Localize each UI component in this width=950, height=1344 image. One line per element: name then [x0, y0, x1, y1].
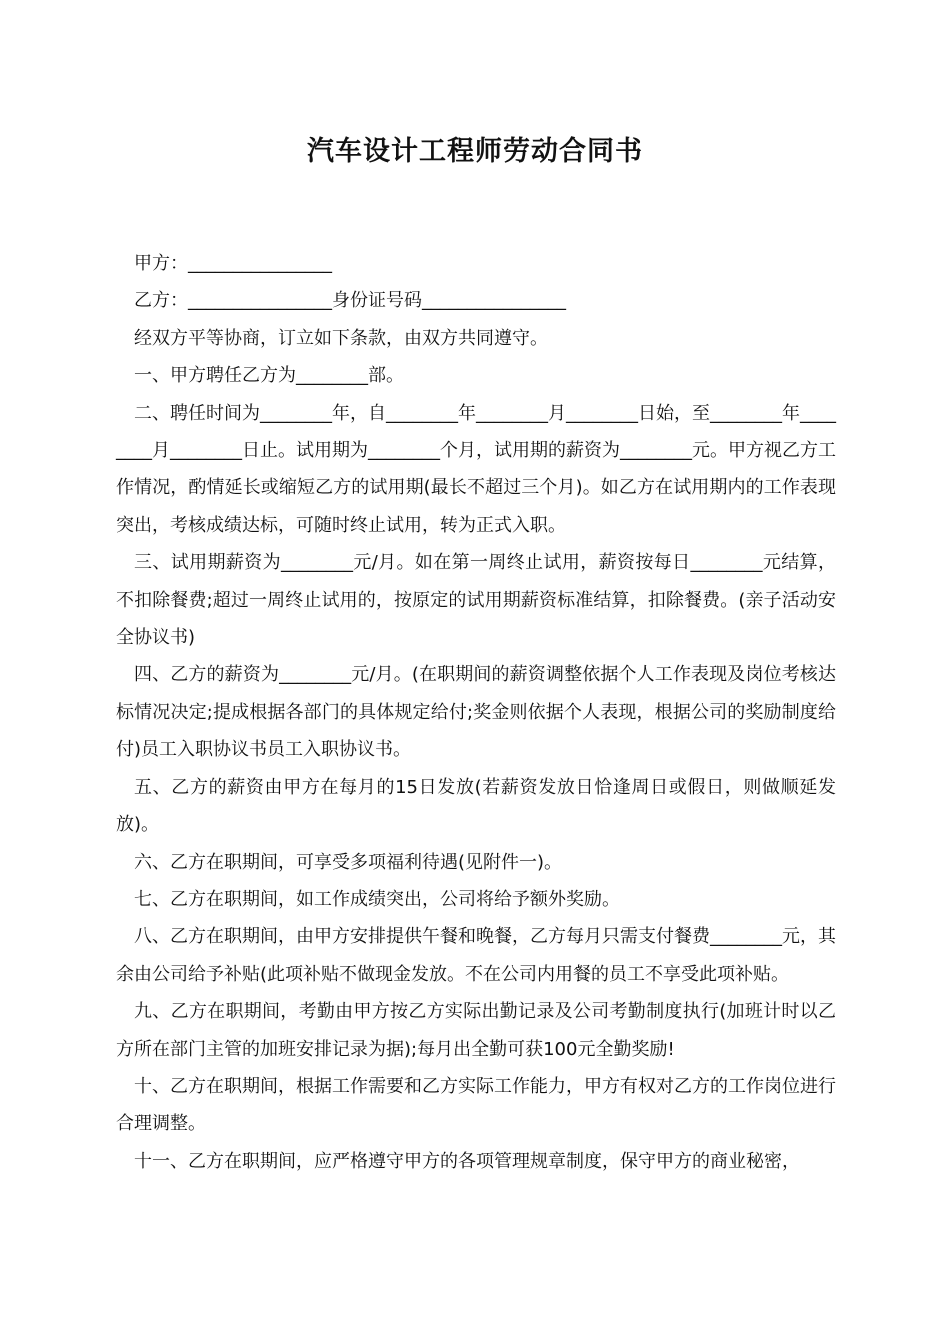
clause-3: 三、试用期薪资为________元/月。如在第一周终止试用，薪资按每日________元结算，不扣除餐费;超过一周终止试用的，按原定的试用期薪资标准结算，扣除餐费。(亲子活动安全协议书) [116, 552, 836, 649]
contract-body [116, 245, 836, 1180]
clause-11: 十一、乙方在职期间，应严格遵守甲方的各项管理规章制度，保守甲方的商业秘密， [134, 1150, 800, 1172]
clause-10: 十、乙方在职期间，根据工作需要和乙方实际工作能力，甲方有权对乙方的工作岗位进行合理调整。 [116, 1075, 836, 1135]
clause-4: 四、乙方的薪资为________元/月。(在职期间的薪资调整依据个人工作表现及岗位考核达标情况决定;提成根据各部门的具体规定给付;奖金则依据个人表现，根据公司的奖励制度给付)员工入职协议书员工入职协议书。 [116, 664, 836, 761]
document-title: 汽车设计工程师劳动合同书 [307, 136, 643, 167]
clause-2: 二、聘任时间为________年，自________年________月________日始，至________年________月________日止。试用期为________个月，试用期的薪资为________元。甲方视乙方工作情况，酌情延长或缩短乙方的试用期(最长不超过三个月)。如乙方在试用期内的工作表现突出，考核成绩达标，可随时终止试用，转为正式入职。 [116, 402, 836, 536]
party-b-line: 乙方：________________身份证号码________________ [134, 290, 566, 312]
clause-6: 六、乙方在职期间，可享受多项福利待遇(见附件一)。 [134, 851, 563, 873]
clause-7: 七、乙方在职期间，如工作成绩突出，公司将给予额外奖励。 [134, 888, 620, 910]
clause-1: 一、甲方聘任乙方为________部。 [134, 365, 404, 387]
party-a-line: 甲方：________________ [134, 253, 332, 274]
clause-8: 八、乙方在职期间，由甲方安排提供午餐和晚餐，乙方每月只需支付餐费________元，其余由公司给予补贴(此项补贴不做现金发放。不在公司内用餐的员工不享受此项补贴。 [116, 926, 836, 985]
clause-5: 五、乙方的薪资由甲方在每月的15日发放(若薪资发放日恰逢周日或假日，则做顺延发放)。 [116, 776, 836, 836]
clause-9: 九、乙方在职期间，考勤由甲方按乙方实际出勤记录及公司考勤制度执行(加班计时以乙方所在部门主管的加班安排记录为据);每月出全勤可获100元全勤奖励! [116, 1001, 836, 1060]
agreement-intro: 经双方平等协商，订立如下条款，由双方共同遵守。 [134, 327, 548, 349]
